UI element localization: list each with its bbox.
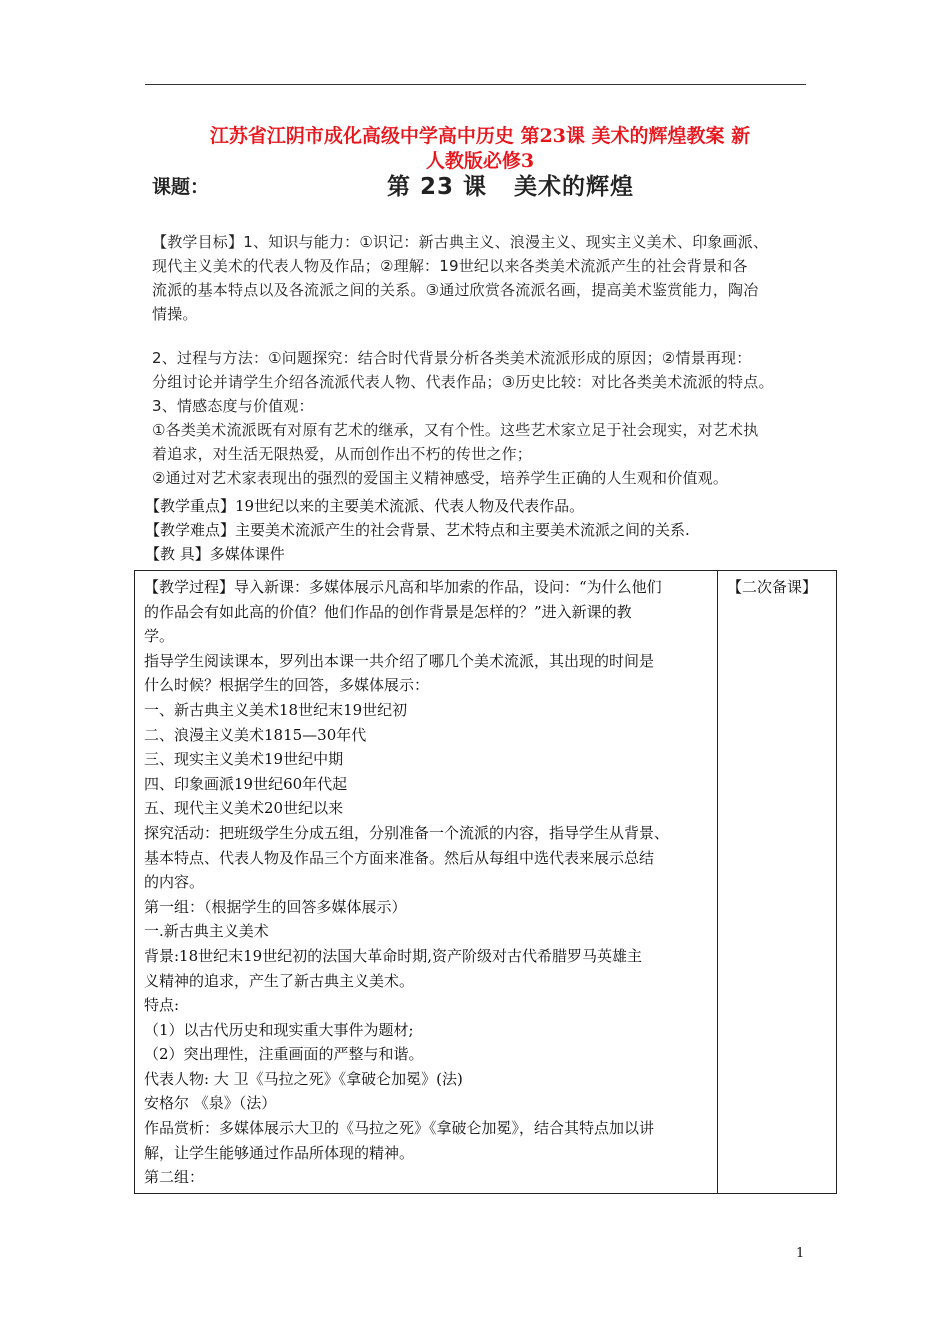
process-and-values <box>152 346 802 490</box>
page-number: 1 <box>796 1246 805 1261</box>
objective-line: 现代主义美术的代表人物及作品；②理解：19世纪以来各类美术流派产生的社会背景和各 <box>152 257 748 275</box>
process-line: 的作品会有如此高的价值？他们作品的创作背景是怎样的？”进入新课的教 <box>144 602 632 621</box>
process-line: 探究活动：把班级学生分成五组，分别准备一个流派的内容，指导学生从背景、 <box>144 823 670 842</box>
process-line: 学。 <box>144 627 175 646</box>
process-line: 一、新古典主义美术18世纪末19世纪初 <box>144 700 408 719</box>
method-line: ②通过对艺术家表现出的强烈的爱国主义精神感受，培养学生正确的人生观和价值观。 <box>152 469 729 487</box>
difficulties: 【教学难点】主要美术流派产生的社会背景、艺术特点和主要美术流派之间的关系. <box>145 521 690 539</box>
process-line: 基本特点、代表人物及作品三个方面来准备。然后从每组中选代表来展示总结 <box>144 848 655 867</box>
method-line: ①各类美术流派既有对原有艺术的继承，又有个性。这些艺术家立足于社会现实，对艺术执 <box>152 421 759 439</box>
method-line: 着追求，对生活无限热爱，从而创作出不朽的传世之作； <box>152 445 533 463</box>
teaching-tools: 【教 具】多媒体课件 <box>145 545 285 563</box>
process-line: 解，让学生能够通过作品所体现的精神。 <box>144 1143 415 1162</box>
lesson-topic-label: 课题： <box>152 176 210 198</box>
table-column-divider <box>717 571 718 1193</box>
process-line: 代表人物: 大 卫《马拉之死》《拿破仑加冕》(法) <box>144 1069 463 1088</box>
objective-line: 流派的基本特点以及各流派之间的关系。③通过欣赏各流派名画，提高美术鉴赏能力，陶冶 <box>152 281 759 299</box>
process-line: 特点: <box>144 996 180 1015</box>
process-line: 第二组： <box>144 1168 205 1187</box>
method-line: 2、过程与方法：①问题探究：结合时代背景分析各类美术流派形成的原因；②情景再现： <box>152 349 752 367</box>
process-line: 五、现代主义美术20世纪以来 <box>144 799 344 818</box>
process-line: 四、印象画派19世纪60年代起 <box>144 774 348 793</box>
process-line: 第一组：（根据学生的回答多媒体展示） <box>144 897 407 916</box>
process-line: （1）以古代历史和现实重大事件为题材; <box>144 1020 414 1039</box>
method-line: 3、情感态度与价值观： <box>152 397 314 415</box>
document-title <box>140 124 820 174</box>
lesson-topic-title: 第 23 课 美术的辉煌 <box>387 174 635 200</box>
process-line: 二、浪漫主义美术1815—30年代 <box>144 725 367 744</box>
method-line: 分组讨论并请学生介绍各流派代表人物、代表作品；③历史比较：对比各类美术流派的特点。 <box>152 373 774 391</box>
teaching-process-table <box>134 570 837 1194</box>
process-line: （2）突出理性，注重画面的严整与和谐。 <box>144 1045 424 1064</box>
lesson-meta <box>145 494 825 566</box>
process-line: 义精神的追求，产生了新古典主义美术。 <box>144 971 415 990</box>
key-points: 【教学重点】19世纪以来的主要美术流派、代表人物及代表作品。 <box>145 497 585 515</box>
header-rule <box>145 84 806 85</box>
process-line: 的内容。 <box>144 873 205 892</box>
process-line: 【教学过程】导入新课：多媒体展示凡高和毕加索的作品，设问：“为什么他们 <box>144 578 662 596</box>
objective-line: 【教学目标】1、知识与能力：①识记：新古典主义、浪漫主义、现实主义美术、印象画派、 <box>152 233 769 251</box>
document-title-line-1: 江苏省江阴市成化高级中学高中历史 第23课 美术的辉煌教案 新 <box>209 125 751 147</box>
process-line: 一.新古典主义美术 <box>144 922 269 941</box>
objective-line: 情操。 <box>152 305 198 323</box>
process-line: 作品赏析：多媒体展示大卫的《马拉之死》《拿破仑加冕》，结合其特点加以讲 <box>144 1119 655 1138</box>
process-line: 安格尔 《泉》（法） <box>144 1094 277 1113</box>
process-line: 什么时候？根据学生的回答，多媒体展示： <box>144 676 430 695</box>
process-line: 背景:18世纪末19世纪初的法国大革命时期,资产阶级对古代希腊罗马英雄主 <box>144 946 642 965</box>
teaching-process-cell <box>144 575 712 1190</box>
second-preparation-cell: 【二次备课】 <box>727 578 818 596</box>
process-line: 三、现实主义美术19世纪中期 <box>144 750 344 769</box>
document-title-line-2: 人教版必修3 <box>425 150 535 172</box>
process-line: 指导学生阅读课本，罗列出本课一共介绍了哪几个美术流派，其出现的时间是 <box>144 651 655 670</box>
teaching-objectives <box>152 230 802 326</box>
